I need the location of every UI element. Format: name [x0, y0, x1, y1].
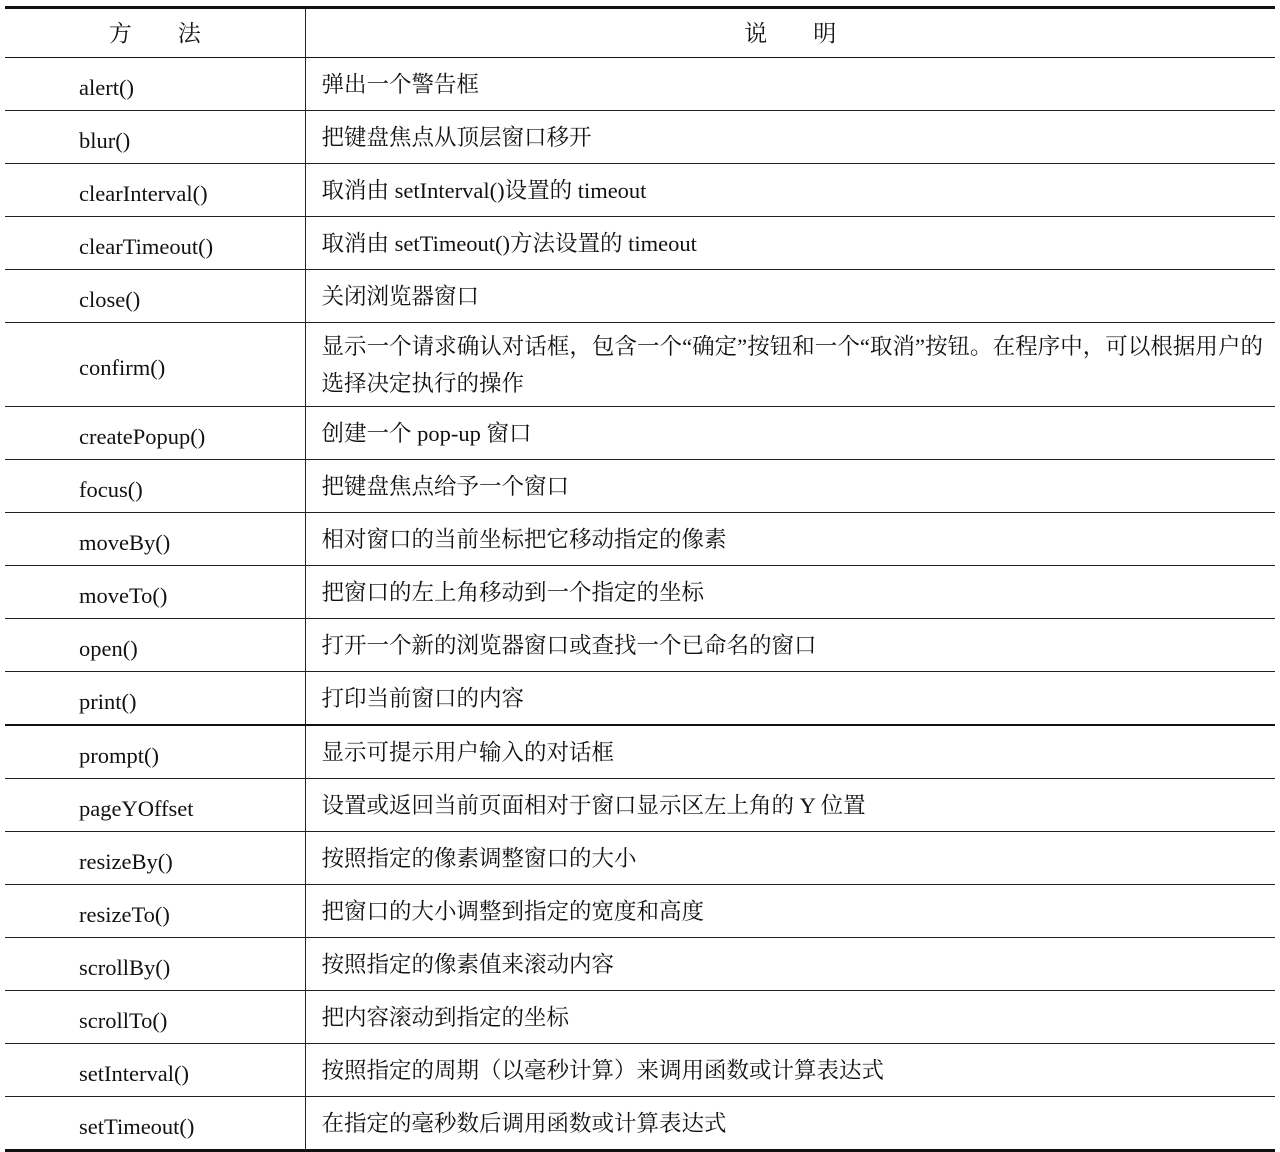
table-row: [5, 164, 1275, 217]
table-row: [5, 407, 1275, 460]
method-cell: blur(): [5, 111, 305, 164]
method-cell: clearTimeout(): [5, 217, 305, 270]
table-row: [5, 460, 1275, 513]
description-cell: 取消由 setInterval()设置的 timeout: [305, 164, 1275, 217]
description-cell: 弹出一个警告框: [305, 58, 1275, 111]
method-cell: confirm(): [5, 323, 305, 407]
method-cell: open(): [5, 619, 305, 672]
method-cell: close(): [5, 270, 305, 323]
description-cell: 打开一个新的浏览器窗口或查找一个已命名的窗口: [305, 619, 1275, 672]
method-cell: alert(): [5, 58, 305, 111]
table-body: [5, 58, 1275, 1151]
method-cell: pageYOffset: [5, 779, 305, 832]
method-cell: clearInterval(): [5, 164, 305, 217]
description-cell: 把窗口的大小调整到指定的宽度和高度: [305, 885, 1275, 938]
table-row: [5, 832, 1275, 885]
method-cell: resizeBy(): [5, 832, 305, 885]
table-row: [5, 1044, 1275, 1097]
table-row: [5, 513, 1275, 566]
description-cell: 取消由 setTimeout()方法设置的 timeout: [305, 217, 1275, 270]
table-row: [5, 725, 1275, 779]
table-row: [5, 217, 1275, 270]
description-cell: 显示一个请求确认对话框，包含一个“确定”按钮和一个“取消”按钮。在程序中，可以根据用户的选择决定执行的操作: [305, 323, 1275, 407]
description-cell: 显示可提示用户输入的对话框: [305, 725, 1275, 779]
description-cell: 在指定的毫秒数后调用函数或计算表达式: [305, 1097, 1275, 1151]
description-cell: 把内容滚动到指定的坐标: [305, 991, 1275, 1044]
table-row: [5, 885, 1275, 938]
description-cell: 相对窗口的当前坐标把它移动指定的像素: [305, 513, 1275, 566]
table-header: [5, 8, 1275, 58]
method-cell: resizeTo(): [5, 885, 305, 938]
method-cell: createPopup(): [5, 407, 305, 460]
table-row: [5, 1097, 1275, 1151]
table-row: [5, 779, 1275, 832]
table-row: [5, 672, 1275, 726]
description-cell: 关闭浏览器窗口: [305, 270, 1275, 323]
description-cell: 把键盘焦点从顶层窗口移开: [305, 111, 1275, 164]
table-row: [5, 58, 1275, 111]
window-methods-table-container: [5, 6, 1275, 1152]
method-column-header: 方 法: [5, 8, 305, 58]
description-column-header: 说 明: [305, 8, 1275, 58]
description-cell: 把窗口的左上角移动到一个指定的坐标: [305, 566, 1275, 619]
description-cell: 按照指定的像素调整窗口的大小: [305, 832, 1275, 885]
table-row: [5, 619, 1275, 672]
method-cell: setTimeout(): [5, 1097, 305, 1151]
table-row: [5, 566, 1275, 619]
description-cell: 按照指定的周期（以毫秒计算）来调用函数或计算表达式: [305, 1044, 1275, 1097]
description-cell: 打印当前窗口的内容: [305, 672, 1275, 726]
method-cell: prompt(): [5, 725, 305, 779]
method-cell: moveBy(): [5, 513, 305, 566]
description-cell: 按照指定的像素值来滚动内容: [305, 938, 1275, 991]
description-cell: 设置或返回当前页面相对于窗口显示区左上角的 Y 位置: [305, 779, 1275, 832]
table-row: [5, 111, 1275, 164]
table-row: [5, 323, 1275, 407]
description-cell: 把键盘焦点给予一个窗口: [305, 460, 1275, 513]
table-row: [5, 991, 1275, 1044]
table-row: [5, 938, 1275, 991]
method-cell: scrollBy(): [5, 938, 305, 991]
description-cell: 创建一个 pop-up 窗口: [305, 407, 1275, 460]
window-methods-table: [5, 6, 1275, 1152]
method-cell: scrollTo(): [5, 991, 305, 1044]
header-row: [5, 8, 1275, 58]
table-row: [5, 270, 1275, 323]
method-cell: focus(): [5, 460, 305, 513]
method-cell: setInterval(): [5, 1044, 305, 1097]
method-cell: print(): [5, 672, 305, 726]
method-cell: moveTo(): [5, 566, 305, 619]
